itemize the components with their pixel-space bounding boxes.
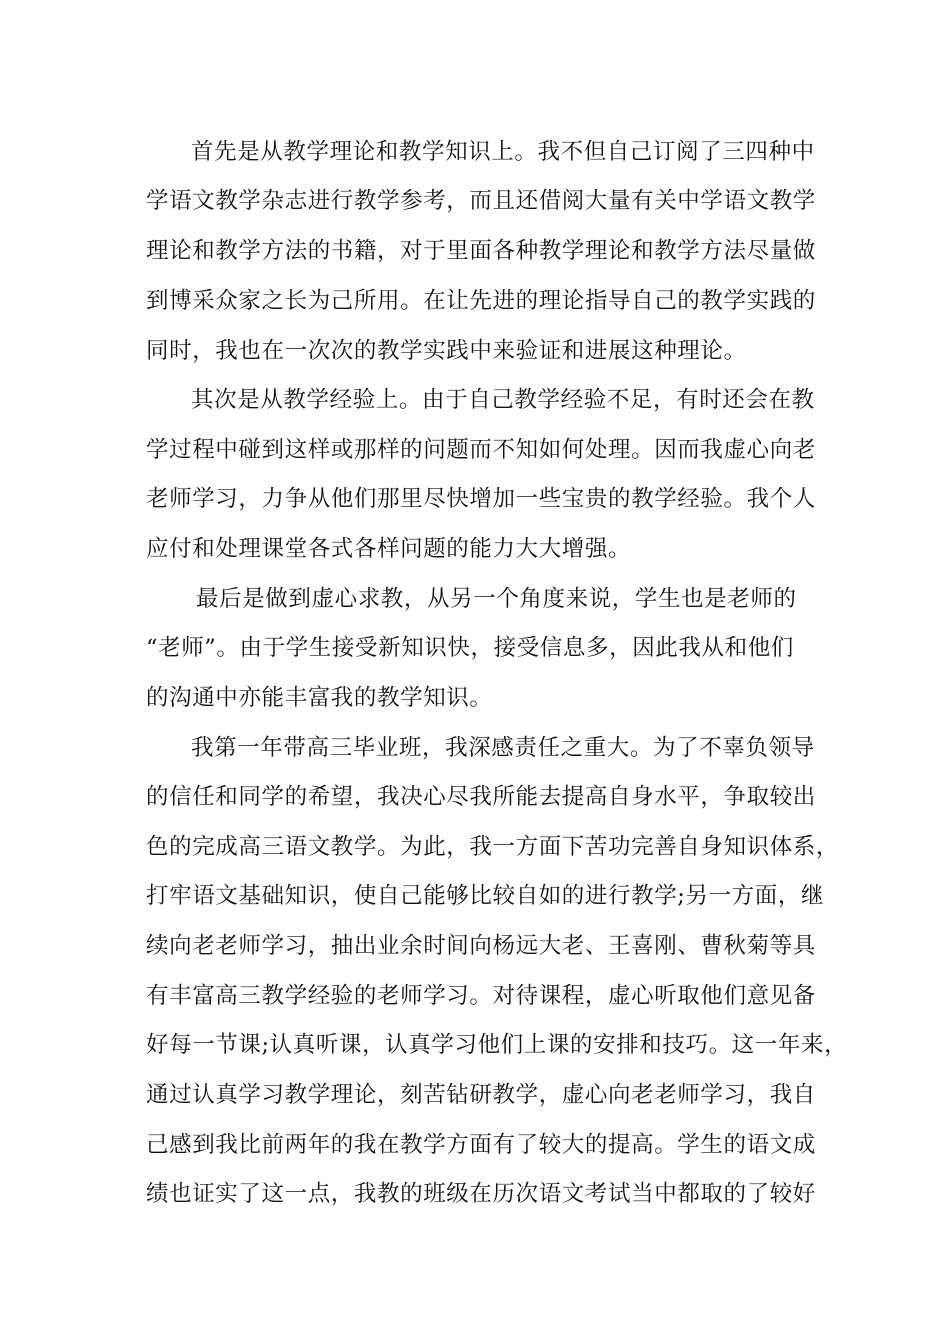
paragraph-4-line-10: 绩也证实了这一点，我教的班级在历次语文考试当中都取的了较好 bbox=[146, 1181, 816, 1207]
paragraph-1-line-5: 同时，我也在一次次的教学实践中来验证和进展这种理论。 bbox=[146, 338, 747, 364]
paragraph-4-line-3: 色的完成高三语文教学。为此，我一方面下苦功完善自身知识体系， bbox=[146, 834, 840, 860]
paragraph-3-line-2: “老师”。由于学生接受新知识快，接受信息多，因此我从和他们 bbox=[146, 635, 794, 661]
paragraph-1-line-4: 到博采众家之长为己所用。在让先进的理论指导自己的教学实践的 bbox=[146, 288, 816, 314]
paragraph-4-line-2: 的信任和同学的希望，我决心尽我所能去提高自身水平，争取较出 bbox=[146, 784, 816, 810]
paragraph-3-line-3: 的沟通中亦能丰富我的教学知识。 bbox=[146, 685, 493, 711]
paragraph-4-line-9: 己感到我比前两年的我在教学方面有了较大的提高。学生的语文成 bbox=[146, 1132, 816, 1158]
paragraph-4-line-7: 好每一节课;认真听课，认真学习他们上课的安排和技巧。这一年来， bbox=[146, 1032, 848, 1058]
paragraph-1-line-2: 学语文教学杂志进行教学参考，而且还借阅大量有关中学语文教学 bbox=[146, 188, 816, 214]
paragraph-2-line-3: 老师学习，力争从他们那里尽快增加一些宝贵的教学经验。我个人 bbox=[146, 486, 816, 512]
paragraph-2-line-1: 其次是从教学经验上。由于自己教学经验不足，有时还会在教 bbox=[191, 387, 815, 413]
paragraph-4-line-4: 打牢语文基础知识，使自己能够比较自如的进行教学;另一方面，继 bbox=[146, 883, 825, 909]
paragraph-1-line-1: 首先是从教学理论和教学知识上。我不但自己订阅了三四种中 bbox=[191, 139, 815, 165]
paragraph-2-line-2: 学过程中碰到这样或那样的问题而不知如何处理。因而我虚心向老 bbox=[146, 437, 816, 463]
paragraph-2-line-4: 应付和处理课堂各式各样问题的能力大大增强。 bbox=[146, 536, 632, 562]
paragraph-1-line-3: 理论和教学方法的书籍，对于里面各种教学理论和教学方法尽量做 bbox=[146, 238, 816, 264]
paragraph-4-line-8: 通过认真学习教学理论，刻苦钻研教学，虚心向老老师学习，我自 bbox=[146, 1082, 816, 1108]
paragraph-4-line-5: 续向老老师学习，抽出业余时间向杨远大老、王喜刚、曹秋菊等具 bbox=[146, 933, 816, 959]
paragraph-4-line-1: 我第一年带高三毕业班，我深感责任之重大。为了不辜负领导 bbox=[191, 735, 815, 761]
paragraph-4-line-6: 有丰富高三教学经验的老师学习。对待课程，虚心听取他们意见备 bbox=[146, 983, 816, 1009]
paragraph-3-line-1: 最后是做到虚心求教，从另一个角度来说，学生也是老师的 bbox=[196, 586, 797, 612]
